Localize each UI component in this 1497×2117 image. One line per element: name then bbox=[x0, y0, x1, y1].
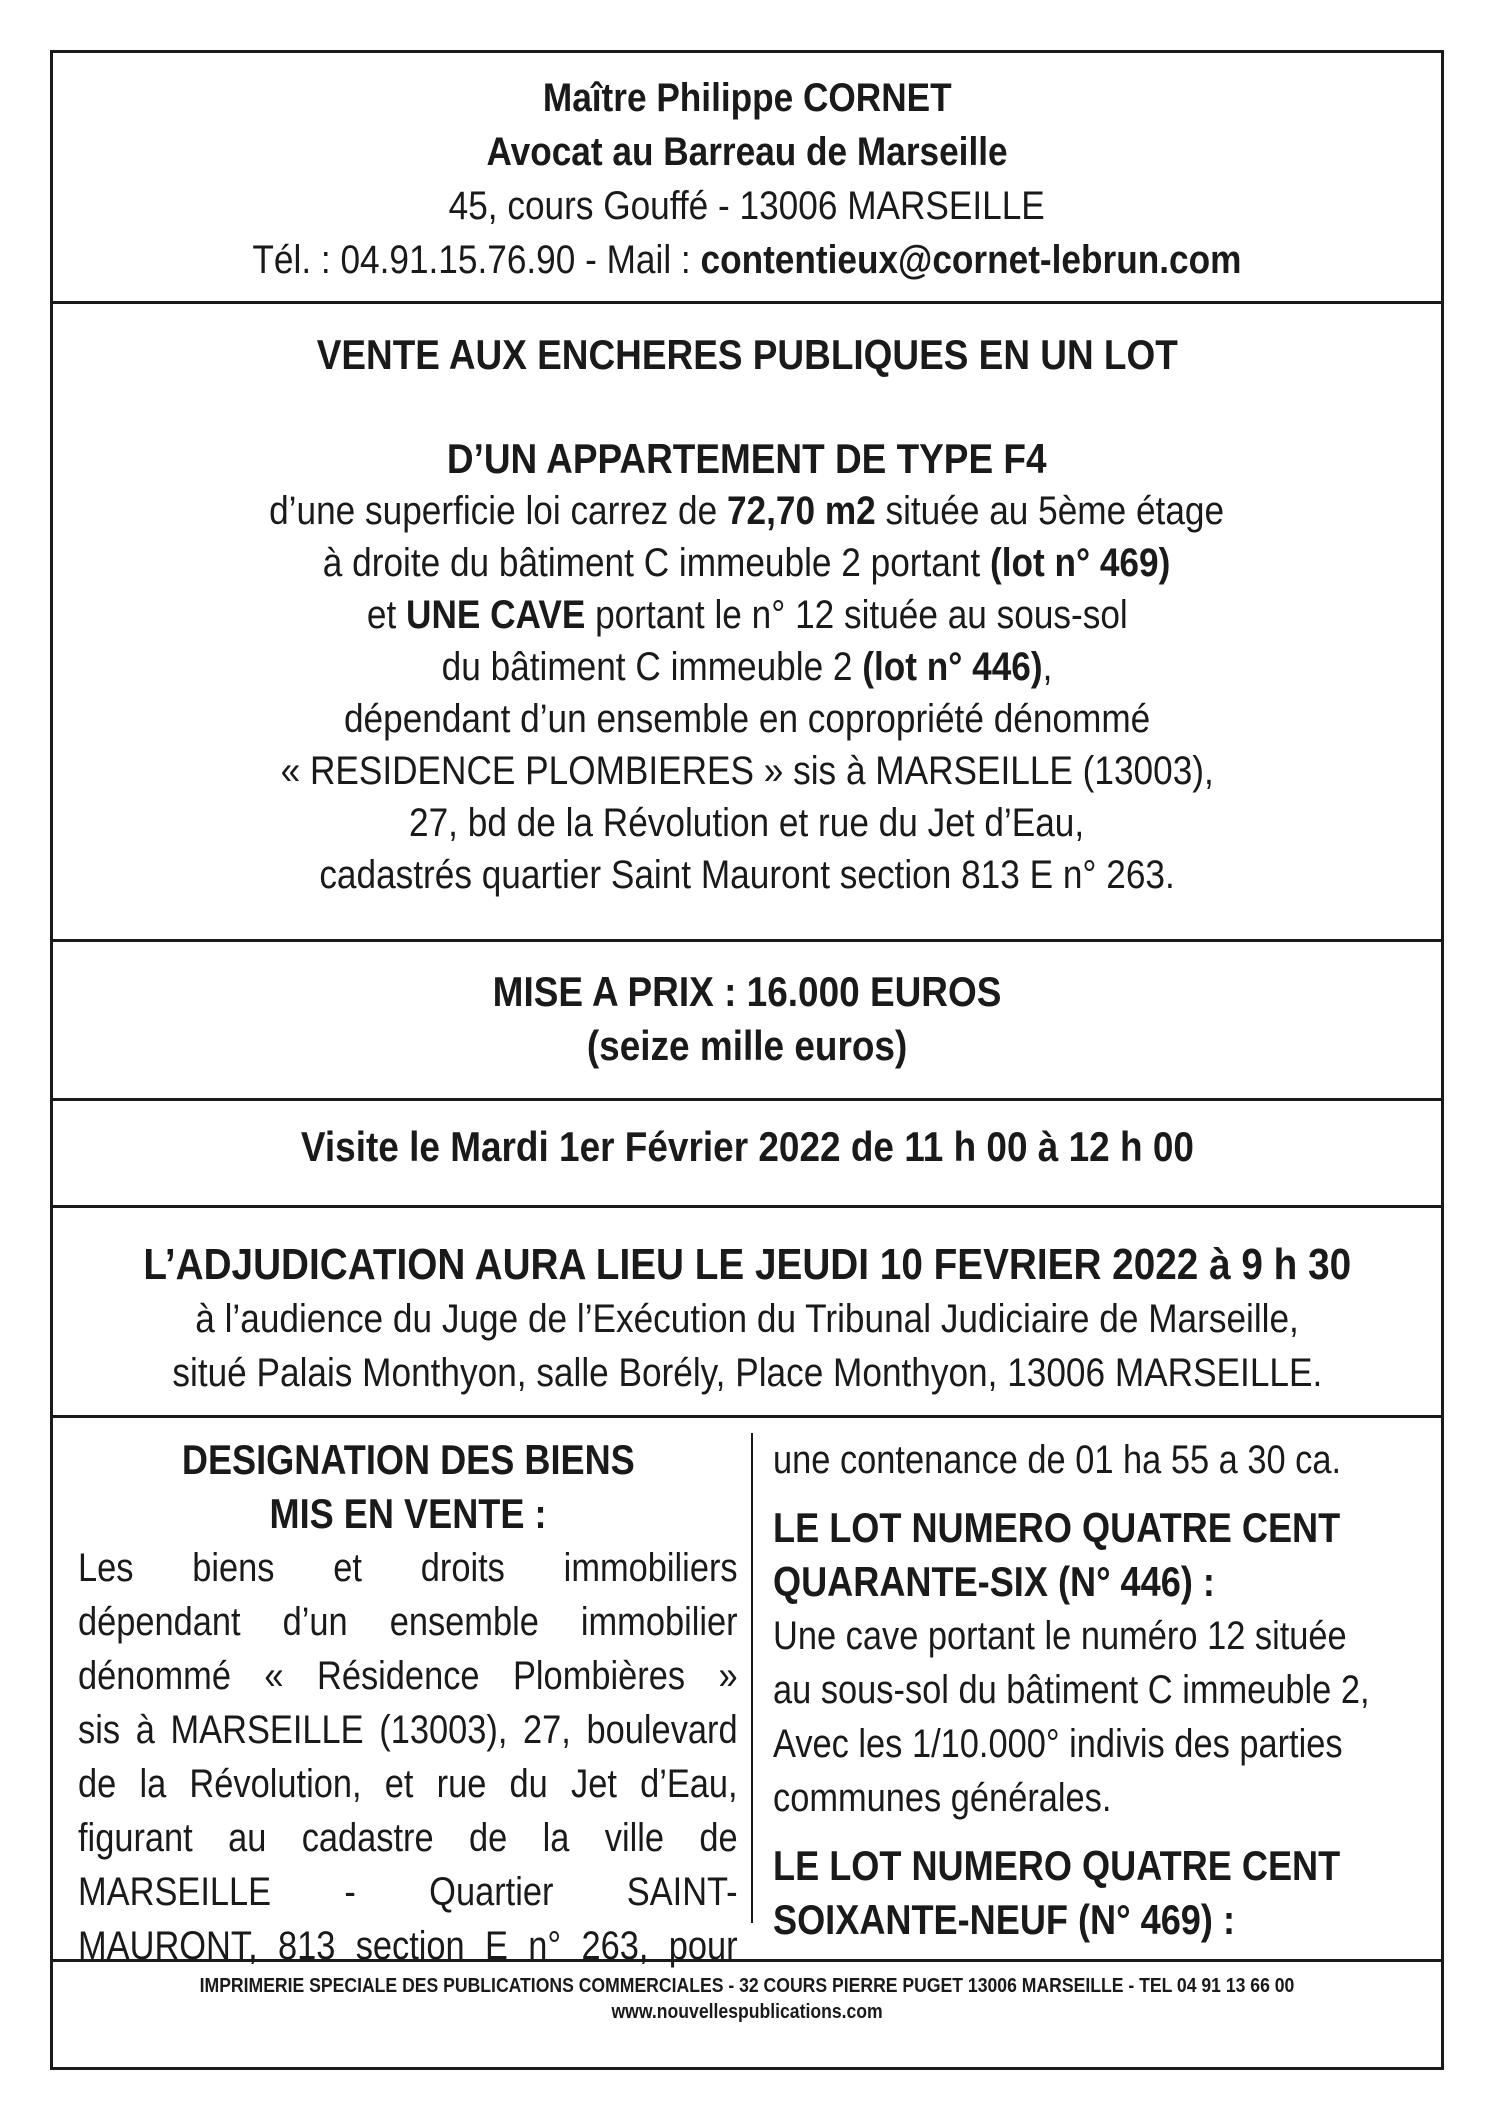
sale-line: portant le n° 12 située au sous-sol bbox=[585, 593, 1128, 637]
designation-line: sis à MARSEILLE (13003), 27, boulevard bbox=[78, 1708, 738, 1752]
sale-line: , bbox=[1042, 645, 1053, 689]
adjudication-line: à l’audience du Juge de l’Exécution du Tribunal Judiciaire de Marseille, bbox=[195, 1297, 1299, 1341]
lawyer-name: Maître Philippe CORNET bbox=[542, 76, 952, 120]
lot-446-heading: LE LOT NUMERO QUATRE CENT bbox=[773, 1504, 1341, 1551]
lawyer-email: contentieux@cornet-lebrun.com bbox=[700, 238, 1242, 282]
designation-line: figurant au cadastre de la ville de bbox=[78, 1816, 738, 1860]
lot-446-line: Avec les 1/10.000° indivis des parties bbox=[773, 1722, 1343, 1766]
sale-description bbox=[53, 329, 1441, 901]
designation-right-column bbox=[773, 1433, 1433, 1947]
lot-469-heading: SOIXANTE-NEUF (N° 469) : bbox=[773, 1896, 1235, 1943]
sale-subtitle: D’UN APPARTEMENT DE TYPE F4 bbox=[447, 435, 1047, 482]
surface-value: 72,70 m2 bbox=[727, 489, 877, 533]
sale-line: cadastrés quartier Saint Mauront section 813 E n° 263. bbox=[319, 853, 1175, 897]
designation-columns bbox=[53, 1433, 1441, 1968]
sale-title: VENTE AUX ENCHERES PUBLIQUES EN UN LOT bbox=[316, 331, 1178, 378]
sale-line: et bbox=[366, 593, 406, 637]
adjudication-title: L’ADJUDICATION AURA LIEU LE JEUDI 10 FEVRIER 2022 à 9 h 30 bbox=[143, 1240, 1351, 1289]
divider bbox=[53, 939, 1441, 942]
designation-heading: MIS EN VENTE : bbox=[269, 1490, 547, 1537]
designation-line: dénommé « Résidence Plombières » bbox=[78, 1654, 738, 1698]
lawyer-contact: Tél. : 04.91.15.76.90 - Mail : bbox=[252, 238, 701, 282]
divider bbox=[53, 1205, 1441, 1208]
lawyer-bar: Avocat au Barreau de Marseille bbox=[486, 130, 1008, 174]
divider bbox=[53, 1959, 1441, 1962]
designation-line: MAURONT, 813 section E n° 263, pour bbox=[78, 1924, 738, 1968]
adjudication-line: situé Palais Monthyon, salle Borély, Place Monthyon, 13006 MARSEILLE. bbox=[172, 1351, 1322, 1395]
printer-website: www.nouvellespublications.com bbox=[611, 2001, 883, 2023]
sale-line: 27, bd de la Révolution et rue du Jet d’Eau, bbox=[409, 801, 1085, 845]
lawyer-address: 45, cours Gouffé - 13006 MARSEILLE bbox=[448, 184, 1046, 228]
lot-446-line: Une cave portant le numéro 12 située bbox=[773, 1614, 1347, 1658]
sale-line: d’une superficie loi carrez de bbox=[269, 489, 728, 533]
price-amount: MISE A PRIX : 16.000 EUROS bbox=[492, 968, 1002, 1015]
sale-line: dépendant d’un ensemble en copropriété dénommé bbox=[343, 697, 1151, 741]
divider bbox=[53, 301, 1441, 304]
visit-text: Visite le Mardi 1er Février 2022 de 11 h 00 à 12 h 00 bbox=[300, 1123, 1194, 1170]
sale-line: à droite du bâtiment C immeuble 2 portant bbox=[323, 541, 991, 585]
designation-line: Les biens et droits immobiliers bbox=[78, 1546, 738, 1590]
designation-heading: DESIGNATION DES BIENS bbox=[181, 1436, 635, 1483]
lot-446-line: au sous-sol du bâtiment C immeuble 2, bbox=[773, 1668, 1370, 1712]
starting-price bbox=[53, 965, 1441, 1073]
visit-info bbox=[53, 1120, 1441, 1174]
sale-line: « RESIDENCE PLOMBIERES » sis à MARSEILLE (13003), bbox=[280, 749, 1214, 793]
printer-info: IMPRIMERIE SPECIALE DES PUBLICATIONS COMMERCIALES - 32 COURS PIERRE PUGET 13006 MARSEILLE - TEL 04 91 13 66 00 bbox=[199, 1975, 1295, 1997]
cave-label: UNE CAVE bbox=[405, 593, 586, 637]
sale-line: du bâtiment C immeuble 2 bbox=[441, 645, 863, 689]
printer-footer bbox=[53, 1973, 1441, 2025]
designation-left-column bbox=[78, 1433, 738, 1973]
designation-line: de la Révolution, et rue du Jet d’Eau, bbox=[78, 1762, 738, 1806]
notice-frame bbox=[50, 50, 1444, 2070]
lawyer-header bbox=[53, 71, 1441, 287]
lot-469-heading: LE LOT NUMERO QUATRE CENT bbox=[773, 1842, 1341, 1889]
price-words: (seize mille euros) bbox=[586, 1022, 908, 1069]
lot-446-line: communes générales. bbox=[773, 1776, 1112, 1820]
adjudication-info bbox=[53, 1238, 1441, 1400]
designation-line: dépendant d’un ensemble immobilier bbox=[78, 1600, 738, 1644]
column-divider bbox=[751, 1433, 753, 1923]
sale-line: située au 5ème étage bbox=[876, 489, 1225, 533]
land-area: une contenance de 01 ha 55 a 30 ca. bbox=[773, 1438, 1342, 1482]
divider bbox=[53, 1415, 1441, 1418]
designation-line: MARSEILLE - Quartier SAINT- bbox=[78, 1870, 738, 1914]
lot-446-ref: (lot n° 446) bbox=[862, 645, 1043, 689]
lot-446-heading: QUARANTE-SIX (N° 446) : bbox=[773, 1558, 1215, 1605]
lot-469-ref: (lot n° 469) bbox=[990, 541, 1171, 585]
divider bbox=[53, 1098, 1441, 1101]
